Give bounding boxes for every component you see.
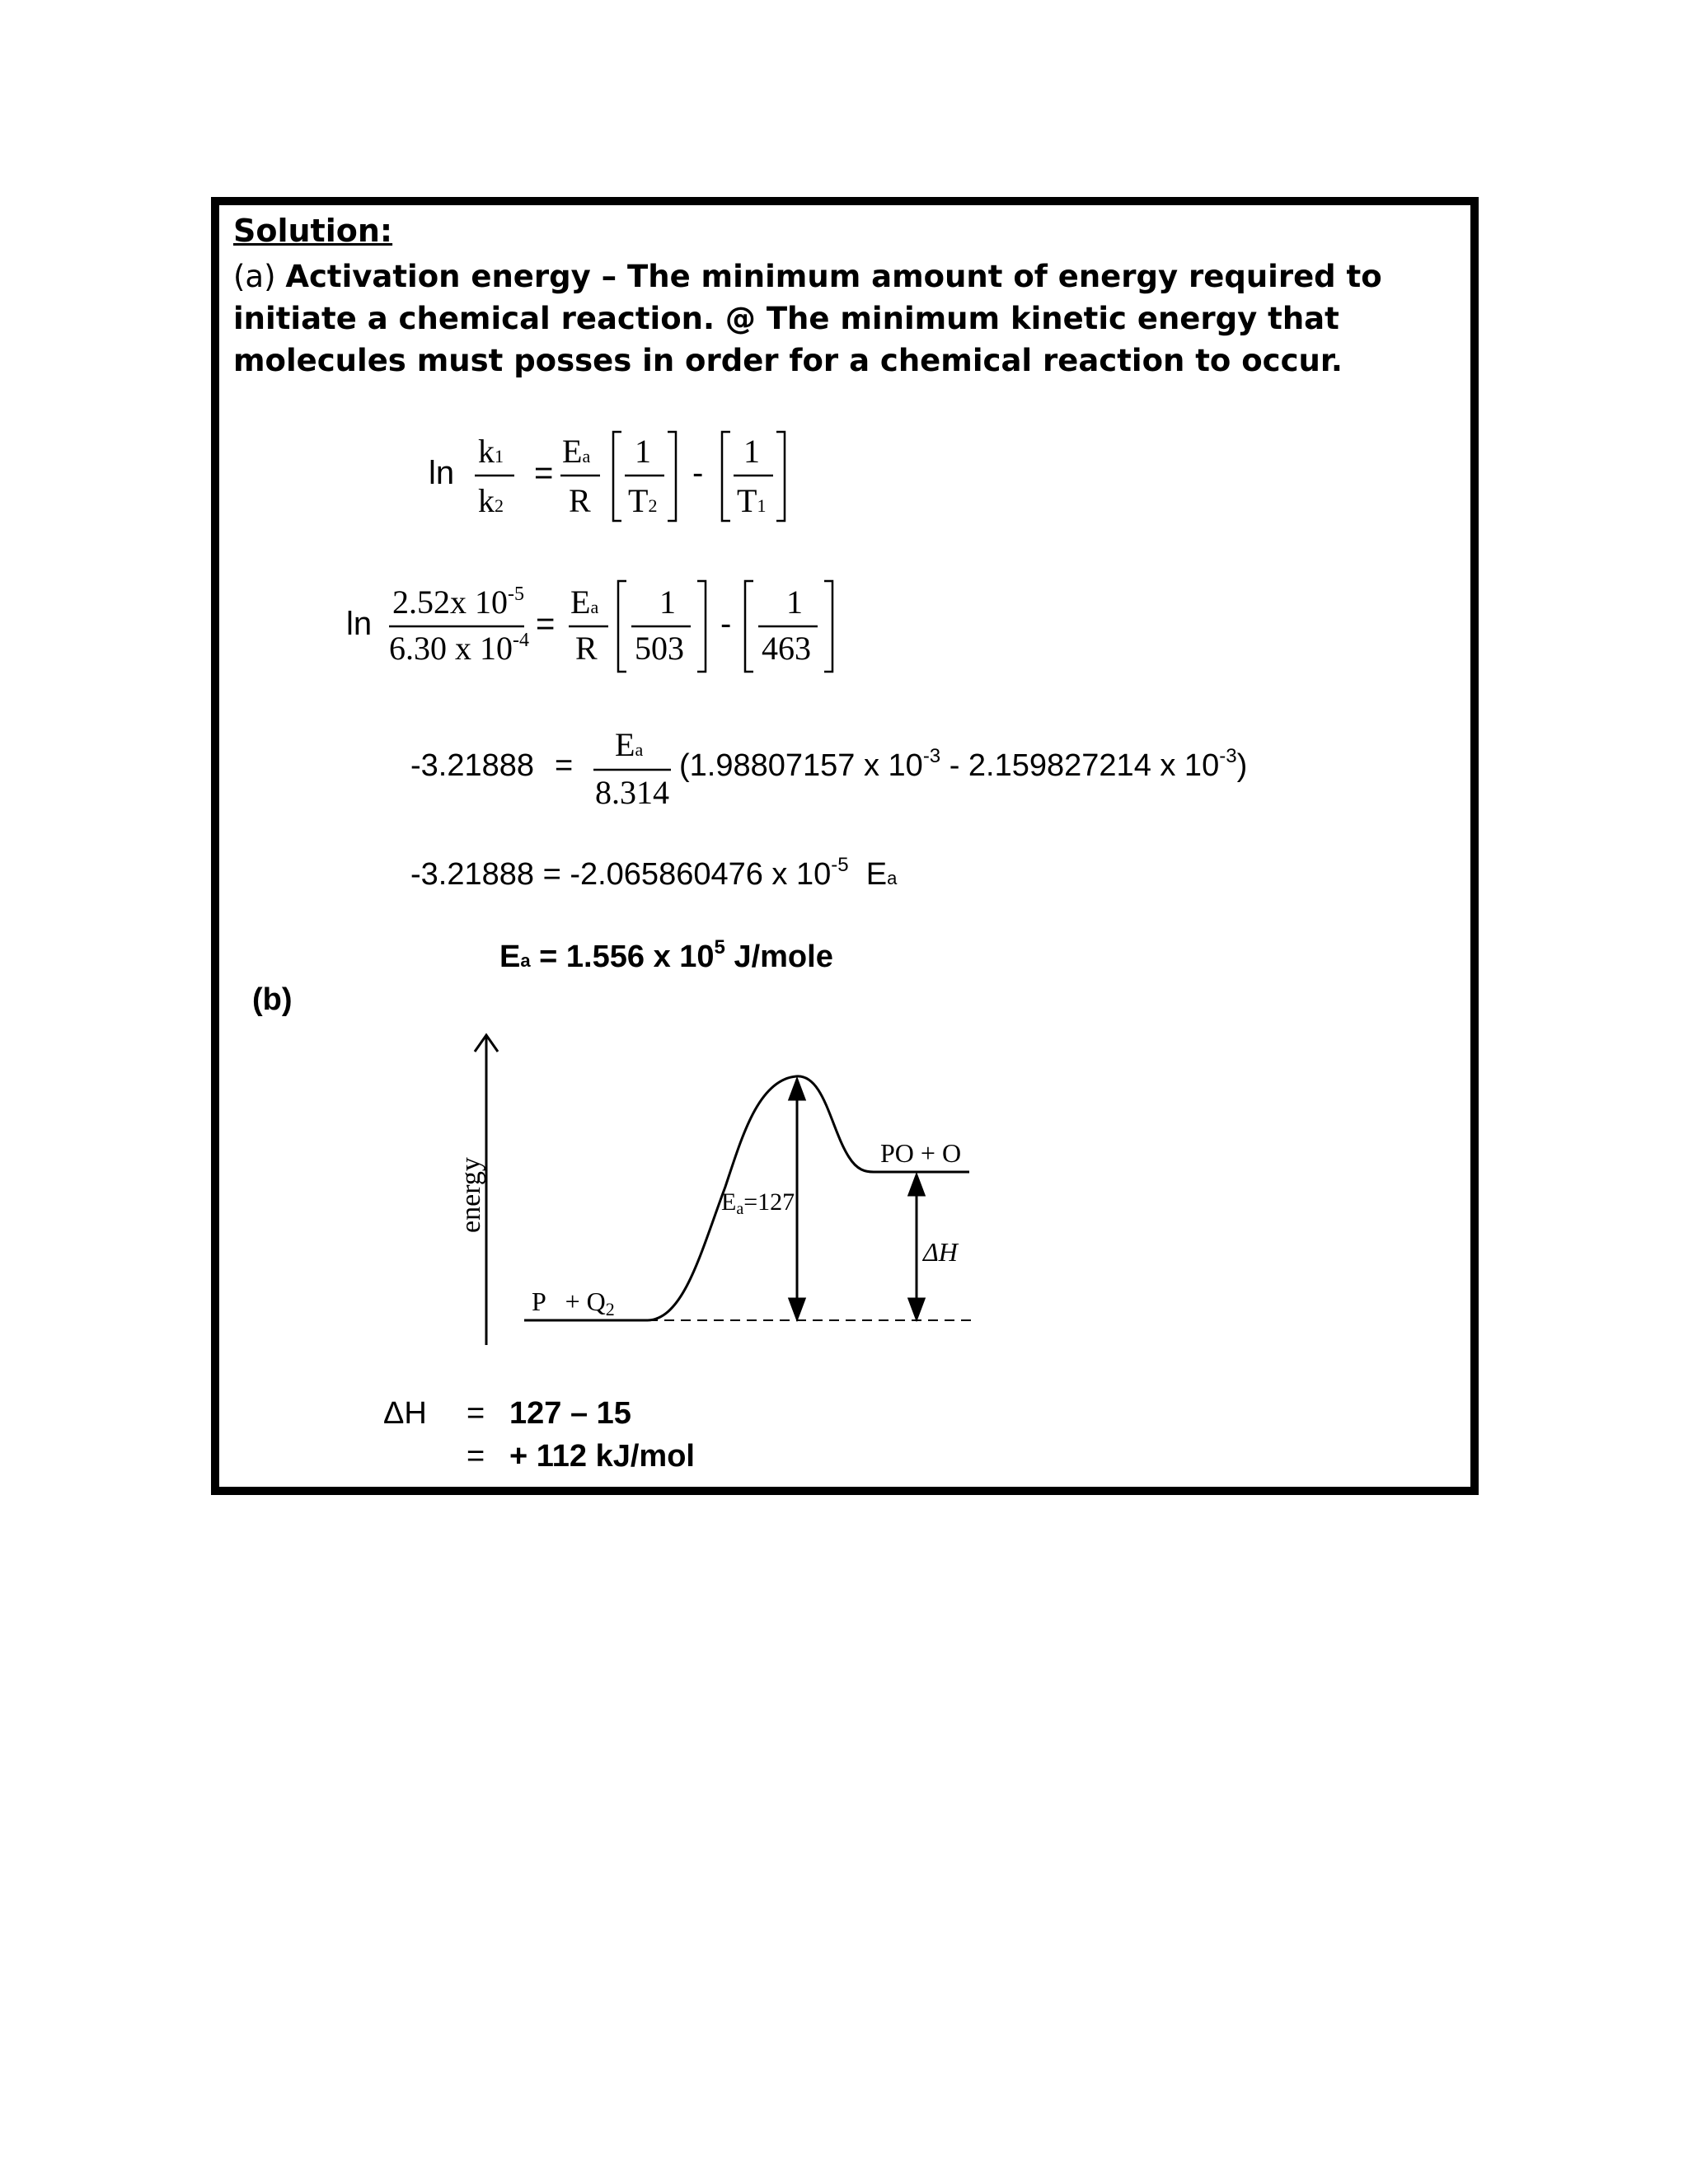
eq3-ea: Ea [615, 726, 644, 763]
ea-arrow-bottom [790, 1299, 804, 1319]
eq2-r: R [575, 630, 598, 667]
eq2-ln: ln [346, 606, 373, 642]
delta-h-line-2: + 112 kJ/mol [509, 1439, 695, 1474]
part-a-text: Activation energy – The minimum amount of energy required to initiate a chemical reaction. @ The minimum kinetic energy that molecules must posses in order for a chemical reaction to occur. [233, 259, 1382, 378]
delta-h-equals-2: = [467, 1439, 485, 1474]
eq3-paren-expression: (1.98807157 x $10^{-3} - 2.159827214$ x $10^{-3}$) [679, 745, 1248, 783]
eq1-bracket-right-a [668, 432, 676, 521]
ea-label: Ea=127 [721, 1188, 795, 1218]
eq2-bracket-left-b [745, 581, 753, 672]
eq2-denominator: 6.30 x $10^{-4}$ [389, 630, 529, 667]
part-a-label: (a) [233, 259, 276, 294]
delta-h-line-1: 127 – 15 [509, 1396, 631, 1431]
products-label: PO + O [880, 1138, 962, 1168]
eq1-bracket-right-b [776, 432, 785, 521]
eq1-bracket-left-b [722, 432, 730, 521]
eq3-equals: = [555, 748, 574, 783]
eq2-numerator: 2.52x $10^{-5}$ [392, 583, 524, 621]
eq2-bracket-right-a [697, 581, 706, 672]
eq2-bracket-left-a [618, 581, 626, 672]
eq2-bracket-right-b [824, 581, 832, 672]
eq2-equals: = [536, 606, 556, 642]
dh-label: ΔH [923, 1237, 958, 1267]
part-b-label: (b) [252, 982, 293, 1017]
delta-h-symbol: ΔH [383, 1396, 427, 1431]
reaction-curve [648, 1076, 969, 1320]
eq1-minus: - [692, 455, 704, 491]
eq1-r: R [569, 482, 591, 519]
eq1-one-a: 1 [635, 433, 651, 470]
dh-arrow-top [909, 1175, 924, 1195]
eq1-one-b: 1 [743, 433, 760, 470]
eq1-t2: T2 [628, 482, 658, 519]
eq1-equals: = [534, 455, 554, 491]
equation-4: -3.21888 = -2.065860476 x $10^{-5}$ Ea [410, 854, 898, 892]
eq2-minus: - [720, 606, 732, 642]
eq3-lhs: -3.21888 [410, 748, 535, 783]
eq2-ea: Ea [570, 583, 599, 621]
eq1-k1: k1 [478, 433, 504, 470]
equation-5-result: Ea = 1.556 x $10^5$ J/mole [499, 936, 833, 974]
eq2-val-503: 503 [635, 630, 684, 667]
y-axis-label: energy [456, 1157, 486, 1233]
eq1-ln: ln [429, 455, 455, 491]
eq1-k2: k2 [478, 482, 504, 519]
eq2-one-a: 1 [659, 583, 676, 621]
solution-heading: Solution: [233, 213, 393, 249]
dh-arrow-bottom [909, 1299, 924, 1319]
eq1-bracket-left-a [613, 432, 621, 521]
eq2-one-b: 1 [786, 583, 803, 621]
eq1-t1: T1 [737, 482, 767, 519]
reactants-label: P + Q2 [532, 1286, 615, 1319]
eq2-val-463: 463 [762, 630, 811, 667]
eq3-den: 8.314 [595, 774, 669, 811]
eq1-ea: Ea [562, 433, 591, 470]
delta-h-equals-1: = [467, 1396, 485, 1431]
ea-arrow-top [790, 1080, 804, 1099]
